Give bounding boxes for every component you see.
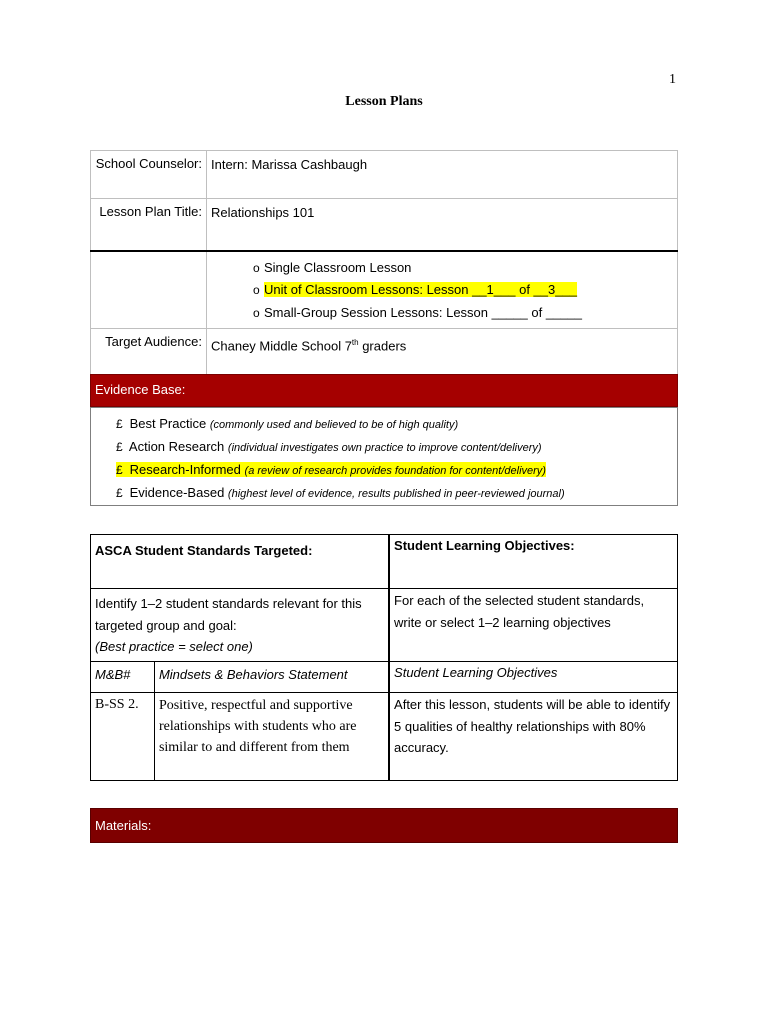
- target-audience-superscript: th: [351, 338, 359, 347]
- evidence-base-header: Evidence Base:: [90, 374, 678, 407]
- document-title: Lesson Plans: [345, 94, 423, 109]
- school-counselor-value: Intern: Marissa Cashbaugh: [207, 151, 678, 199]
- lesson-type-option: [253, 302, 677, 325]
- evidence-note: (individual investigates own practice to improve content/delivery): [227, 442, 542, 454]
- standard-code: B-SS 2.: [91, 693, 155, 781]
- target-audience-row: [91, 329, 678, 378]
- lesson-type-label-cell: [91, 251, 207, 329]
- learning-objectives-header: Student Learning Objectives:: [389, 535, 677, 589]
- objectives-column-header: Student Learning Objectives: [389, 662, 677, 693]
- standards-header-row: [91, 535, 678, 589]
- target-audience-value: [207, 329, 678, 378]
- lesson-type-option: [253, 279, 677, 302]
- option-label: Single Classroom Lesson: [264, 259, 412, 275]
- standards-table: [90, 534, 678, 781]
- standard-objective: After this lesson, students will be able to identify 5 qualities of healthy relationships with 80% accuracy.: [389, 693, 677, 781]
- lesson-type-row: [91, 251, 678, 329]
- option-label-highlighted: Unit of Classroom Lessons: Lesson __1___ of __3___: [264, 282, 577, 297]
- school-counselor-label: School Counselor:: [91, 151, 207, 199]
- standards-column-headers-row: [91, 662, 678, 693]
- checkbox-icon: £: [116, 417, 123, 431]
- statement-column-header: Mindsets & Behaviors Statement: [154, 662, 389, 693]
- evidence-note: (highest level of evidence, results published in peer-reviewed journal): [227, 488, 565, 500]
- checkbox-icon: £: [116, 440, 123, 454]
- evidence-label: Action Research: [128, 439, 225, 454]
- target-audience-suffix: graders: [358, 338, 407, 354]
- standard-row: [91, 693, 678, 781]
- objectives-instructions: For each of the selected student standards, write or select 1–2 learning objectives: [389, 589, 677, 662]
- target-audience-text: Chaney Middle School 7: [211, 338, 352, 354]
- checkbox-icon: £: [116, 486, 123, 500]
- target-audience-label: Target Audience:: [91, 329, 207, 378]
- lesson-type-options: [207, 251, 678, 329]
- option-bullet-icon: o: [253, 305, 260, 320]
- lesson-type-option: [253, 257, 677, 280]
- lesson-info-table: [90, 150, 678, 379]
- evidence-item: [116, 482, 677, 505]
- option-bullet-icon: o: [253, 260, 260, 275]
- asca-standards-header: ASCA Student Standards Targeted:: [91, 535, 390, 589]
- materials-header: Materials:: [90, 808, 678, 843]
- checkbox-icon: £: [116, 463, 123, 477]
- school-counselor-row: [91, 151, 678, 199]
- evidence-note: (commonly used and believed to be of high quality): [209, 419, 459, 431]
- standards-instructions-row: [91, 589, 678, 662]
- lesson-plan-title-label: Lesson Plan Title:: [91, 199, 207, 251]
- option-label: Small-Group Session Lessons: Lesson _____ of _____: [264, 304, 582, 320]
- evidence-base-list: [90, 407, 678, 506]
- lesson-plan-title-value: Relationships 101: [207, 199, 678, 251]
- evidence-note: (a review of research provides foundation for content/delivery): [244, 465, 546, 477]
- standards-instructions: [91, 589, 390, 662]
- evidence-label: Best Practice: [129, 416, 207, 431]
- evidence-item: [116, 413, 677, 436]
- evidence-item: [116, 436, 677, 459]
- standards-instructions-text: Identify 1–2 student standards relevant for this targeted group and goal:: [95, 596, 362, 633]
- evidence-label: Research-Informed: [129, 462, 241, 477]
- evidence-label: Evidence-Based: [129, 485, 225, 500]
- page-number: 1: [669, 72, 676, 87]
- option-bullet-icon: o: [253, 283, 260, 297]
- code-column-header: M&B#: [91, 662, 155, 693]
- evidence-item-selected: [116, 459, 677, 482]
- standard-statement: Positive, respectful and supportive relationships with students who are similar to and different from them: [154, 693, 389, 781]
- best-practice-note: (Best practice = select one): [95, 639, 253, 654]
- lesson-plan-title-row: [91, 199, 678, 251]
